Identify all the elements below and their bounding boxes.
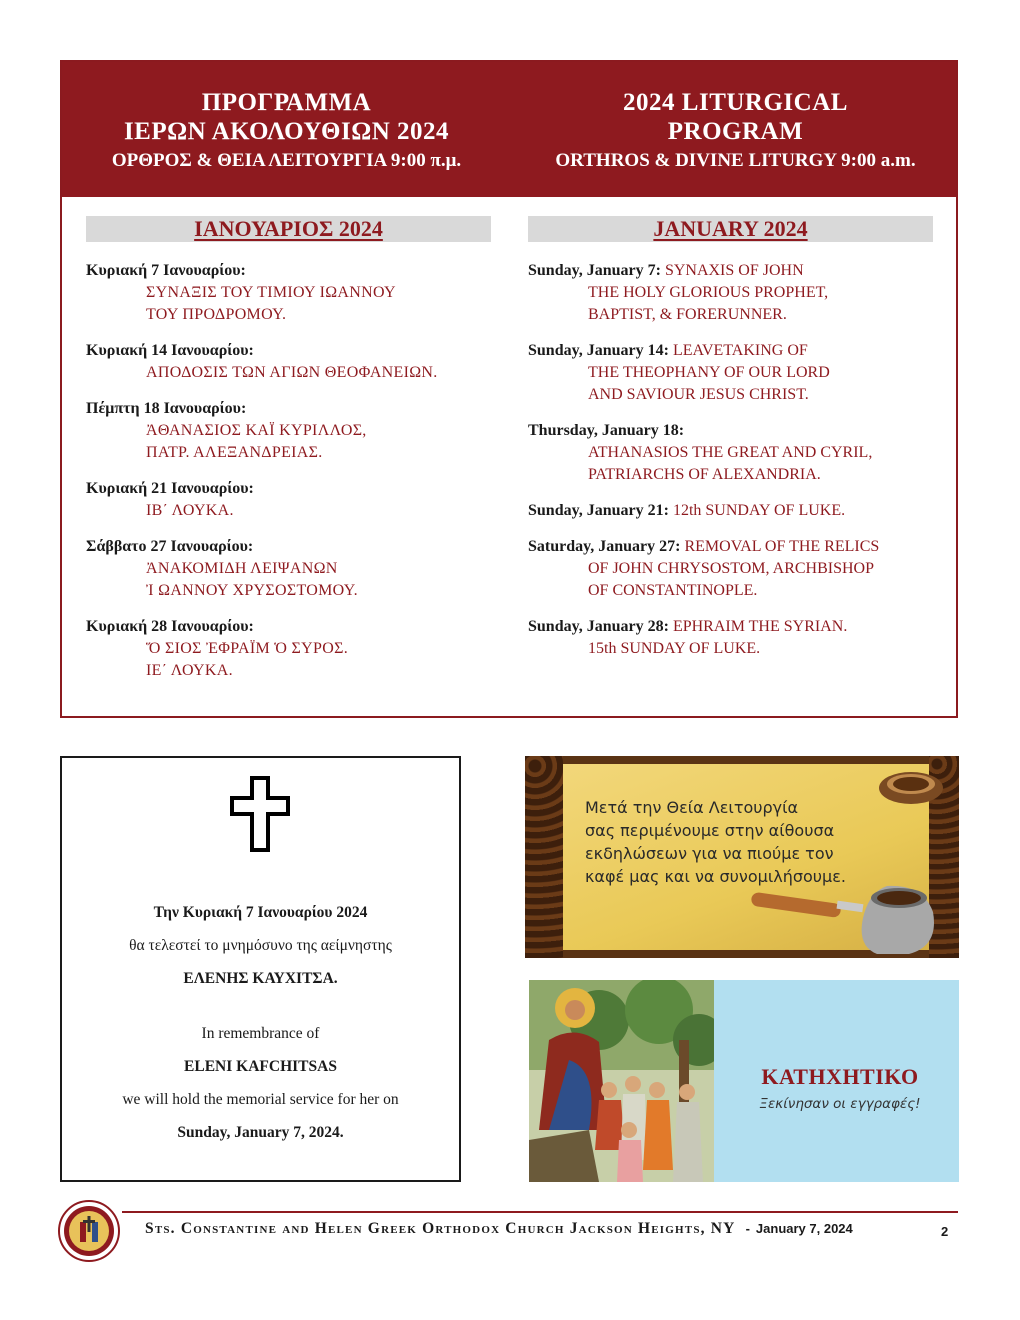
event-title: THE HOLY GLORIOUS PROPHET, [588,284,829,301]
event-title: SYNAXIS OF JOHN [664,262,804,279]
event-date: Κυριακή 7 Ιανουαρίου: [86,262,246,279]
greek-event [86,260,506,326]
event-title: REMOVAL OF THE RELICS [684,538,880,555]
english-month-heading: JANUARY 2024 [528,216,933,242]
greek-event [86,398,506,464]
cross-icon [230,776,290,852]
english-event [528,536,948,602]
english-events-list [528,260,948,674]
english-title-line2: PROGRAM [667,118,804,145]
english-event [528,420,948,486]
greek-month-heading: ΙΑΝΟΥΑΡΙΟΣ 2024 [86,216,491,242]
event-title: ΤΟΥ ΠΡΟΔΡΟΜΟΥ. [146,306,287,323]
english-event [528,616,948,660]
page-number: 2 [941,1224,949,1239]
event-title: THE THEOPHANY OF OUR LORD [588,364,830,381]
event-title: ΑΠΟΔΟΣΙΣ ΤΩΝ ΑΓΙΩΝ ΘΕΟΦΑΝΕΙΩΝ. [146,364,438,381]
coffee-hour-text [585,796,905,888]
coffee-text-line: εκδηλώσεων για να πιούμε τον [585,844,834,863]
event-title: 12th SUNDAY OF LUKE. [672,502,846,519]
event-title: ΠΑΤΡ. ΑΛΕΞΑΝΔΡΕΙΑΣ. [146,444,323,461]
event-date: Σάββατο 27 Ιανουαρίου: [86,538,254,555]
greek-event [86,340,506,384]
coffee-beans-border [525,756,563,958]
program-header [62,62,956,197]
english-title-line1: 2024 LITURGICAL [623,89,848,116]
liturgical-program-box [60,60,958,718]
english-event [528,260,948,326]
memorial-text [62,896,459,1149]
memorial-date-english: Sunday, January 7, 2024. [177,1124,344,1141]
memorial-notice [60,756,461,1182]
greek-events-list [86,260,506,696]
coffee-text-line: καφέ μας και να συνομιλήσουμε. [585,867,846,886]
event-title: PATRIARCHS OF ALEXANDRIA. [588,466,821,483]
english-header [511,88,960,175]
greek-header [62,88,511,175]
greek-title-line1: ΠΡΟΓΡΑΜΜΑ [201,89,372,116]
event-date: Κυριακή 14 Ιανουαρίου: [86,342,254,359]
event-date: Κυριακή 28 Ιανουαρίου: [86,618,254,635]
event-title: ἈΘΑΝΑΣΙΟΣ ΚΑΪ ΚΥΡΙΛΛΟΣ, [146,422,367,439]
english-subtitle: ORTHROS & DIVINE LITURGY 9:00 a.m. [555,150,916,171]
greek-event [86,536,506,602]
memorial-line: θα τελεστεί το μνημόσυνο της αείμνηστης [129,937,392,954]
footer-date: January 7, 2024 [755,1221,853,1236]
greek-title-line2: ΙΕΡΩΝ ΑΚΟΛΟΥΘΙΩΝ 2024 [123,118,450,145]
event-date: Saturday, January 27: [528,538,681,555]
christ-with-children-icon [529,980,714,1182]
english-event [528,340,948,406]
event-date: Κυριακή 21 Ιανουαρίου: [86,480,254,497]
coffee-text-line: σας περιμένουμε στην αίθουσα [585,821,835,840]
event-title: OF CONSTANTINOPLE. [588,582,758,599]
event-title: AND SAVIOUR JESUS CHRIST. [588,386,809,403]
event-title: EPHRAIM THE SYRIAN. [672,618,848,635]
memorial-line: we will hold the memorial service for her on [122,1091,399,1108]
greek-event [86,478,506,522]
memorial-name-greek: ΕΛΕΝΗΣ ΚΑΥΧΙΤΣΑ. [183,970,338,987]
footer-church-name [145,1220,853,1238]
coffee-hour-banner [525,756,959,958]
footer-separator: - [745,1221,750,1236]
event-title: ATHANASIOS THE GREAT AND CYRIL, [588,444,873,461]
event-title: OF JOHN CHRYSOSTOM, ARCHBISHOP [588,560,875,577]
event-date: Sunday, January 14: [528,342,669,359]
event-title: LEAVETAKING OF [672,342,808,359]
memorial-name-english: ELENI KAFCHITSAS [184,1058,337,1075]
coffee-pot-icon [747,876,947,956]
event-title: ΙΕ΄ ΛΟΥΚΑ. [146,662,233,679]
event-date: Sunday, January 28: [528,618,669,635]
event-title: ΣΥΝΑΞΙΣ ΤΟΥ ΤΙΜΙΟΥ ΙΩΑΝΝΟΥ [146,284,396,301]
footer-divider [122,1211,958,1213]
church-seal-logo [58,1200,120,1262]
catechism-banner [529,980,959,1182]
event-date: Sunday, January 21: [528,502,669,519]
catechism-title: ΚΑΤΗΧΗΤΙΚΟ [761,1064,919,1089]
event-date: Sunday, January 7: [528,262,661,279]
english-event [528,500,948,522]
event-title: Ἰ ΩΑΝΝΟΥ ΧΡΥΣΟΣΤΟΜΟΥ. [146,582,358,599]
event-title: ἈΝΑΚΟΜΙΔΗ ΛΕΙΨΑΝΩΝ [146,560,338,577]
coffee-text-line: Μετά την Θεία Λειτουργία [585,798,799,817]
catechism-subtitle: Ξεκίνησαν οι εγγραφές! [759,1096,921,1112]
event-date: Thursday, January 18: [528,422,685,439]
event-title: Ὅ ΣΙΟΣ ἘΦΡΑΪΜ Ὁ ΣΥΡΟΣ. [146,640,348,657]
memorial-date-greek: Την Κυριακή 7 Ιανουαρίου 2024 [153,904,368,921]
footer-church-text: Sts. Constantine and Helen Greek Orthodox Church Jackson Heights, NY [145,1220,736,1237]
event-title: 15th SUNDAY OF LUKE. [588,640,761,657]
event-title: BAPTIST, & FORERUNNER. [588,306,787,323]
greek-event [86,616,506,682]
event-date: Πέμπτη 18 Ιανουαρίου: [86,400,247,417]
greek-subtitle: ΟΡΘΡΟΣ & ΘΕΙΑ ΛΕΙΤΟΥΡΓΙΑ 9:00 π.μ. [111,150,462,171]
memorial-line: In remembrance of [201,1025,320,1042]
event-title: ΙΒ΄ ΛΟΥΚΑ. [146,502,234,519]
